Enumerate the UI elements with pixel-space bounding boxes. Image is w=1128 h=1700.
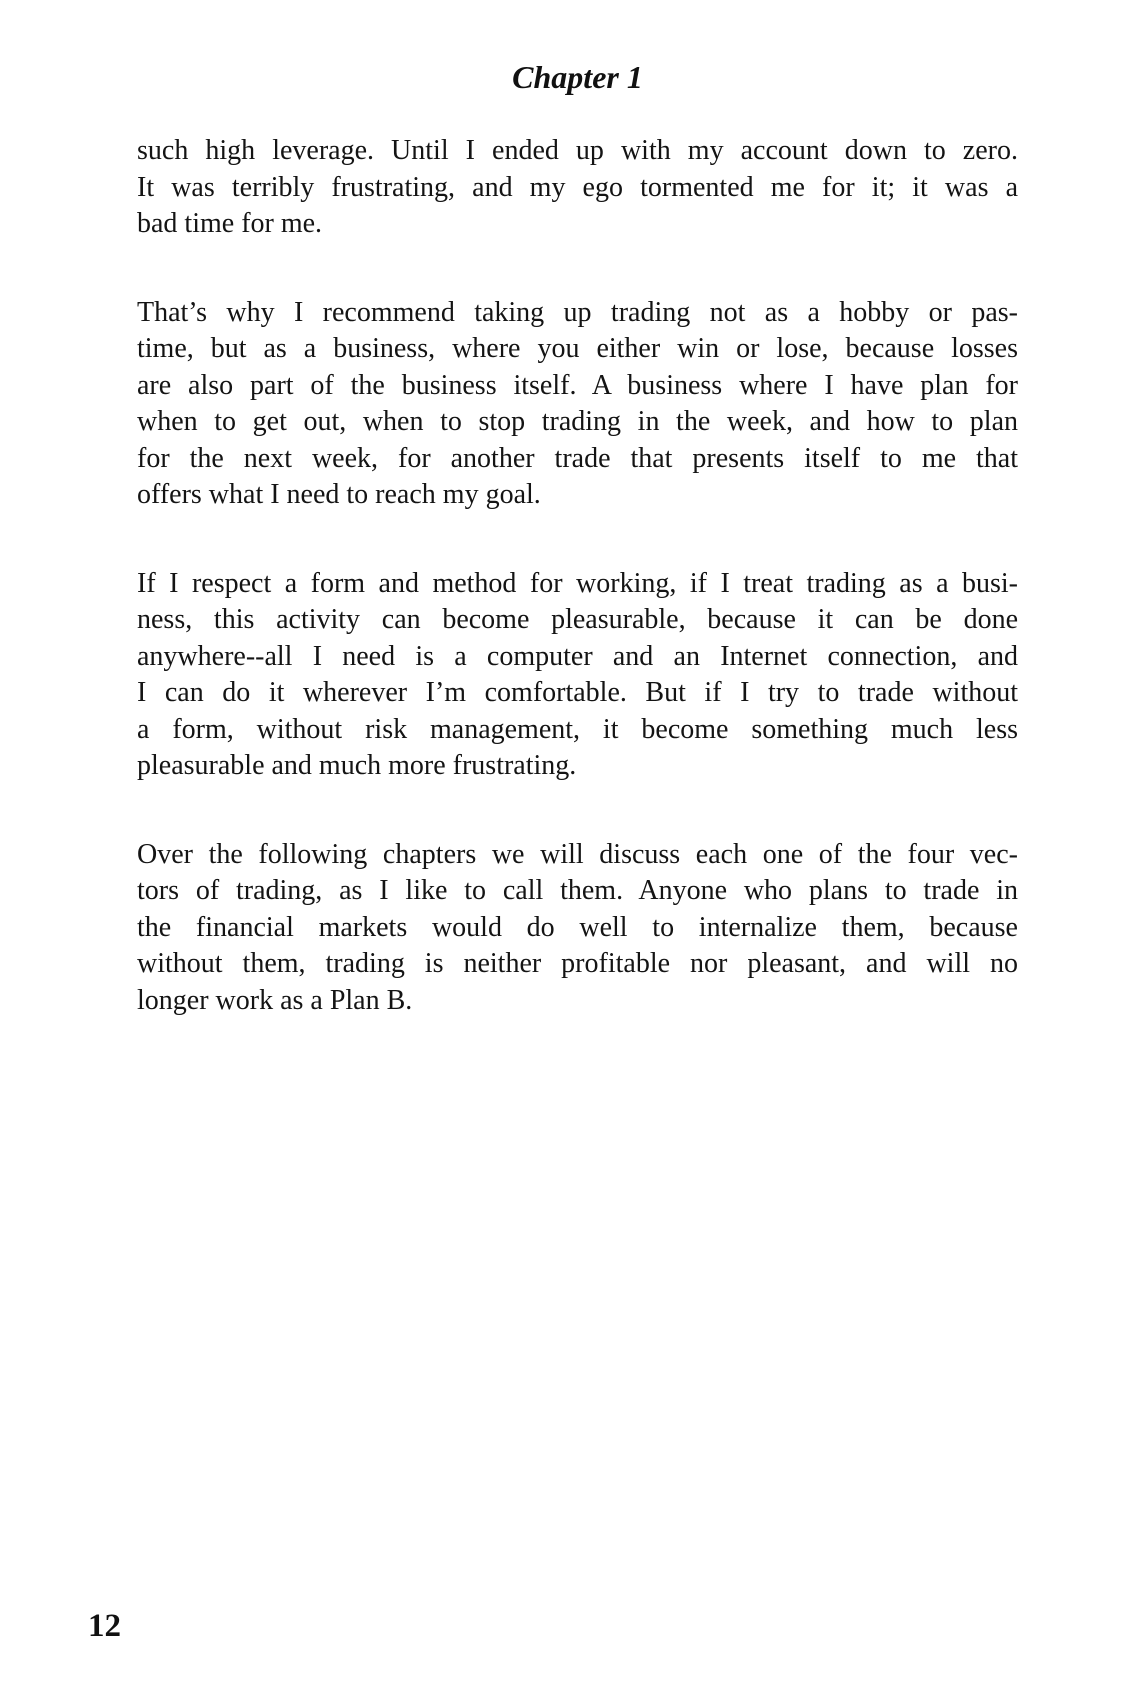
- text-line: tors of trading, as I like to call them. Anyone who plans to trade in: [137, 875, 1018, 906]
- text-line: bad time for me.: [137, 208, 323, 239]
- paragraph: [137, 837, 1018, 1020]
- text-line: longer work as a Plan B.: [137, 984, 413, 1016]
- text-line: a form, without risk management, it become something much less: [137, 713, 1018, 745]
- text-line: are also part of the business itself. A business where I have plan for: [137, 369, 1018, 401]
- paragraph: [137, 566, 1018, 785]
- text-line: pleasurable and much more frustrating.: [137, 750, 577, 781]
- text-line: Over the following chapters we will discuss each one of the four vec-: [137, 838, 1018, 870]
- text-line: I can do it wherever I’m comfortable. But if I try to trade without: [137, 677, 1018, 708]
- text-line: offers what I need to reach my goal.: [137, 479, 541, 510]
- chapter-header: Chapter 1: [512, 59, 643, 95]
- text-line: That’s why I recommend taking up trading not as a hobby or pas-: [137, 296, 1018, 328]
- text-line: such high leverage. Until I ended up with my account down to zero.: [137, 135, 1018, 166]
- text-line: If I respect a form and method for working, if I treat trading as a busi-: [137, 567, 1018, 599]
- text-line: when to get out, when to stop trading in the week, and how to plan: [137, 406, 1018, 437]
- page-number: 12: [88, 1608, 121, 1644]
- paragraph: [137, 133, 1018, 243]
- paragraph: [137, 295, 1018, 514]
- text-line: ness, this activity can become pleasurable, because it can be done: [137, 604, 1018, 635]
- text-line: the financial markets would do well to internalize them, because: [137, 911, 1018, 943]
- text-line: without them, trading is neither profitable nor pleasant, and will no: [137, 948, 1018, 979]
- text-line: anywhere--all I need is a computer and an Internet connection, and: [137, 640, 1018, 672]
- text-line: time, but as a business, where you either win or lose, because losses: [137, 333, 1018, 364]
- body-text: [137, 133, 1018, 1019]
- text-line: for the next week, for another trade that presents itself to me that: [137, 442, 1018, 474]
- text-line: It was terribly frustrating, and my ego tormented me for it; it was a: [137, 171, 1018, 203]
